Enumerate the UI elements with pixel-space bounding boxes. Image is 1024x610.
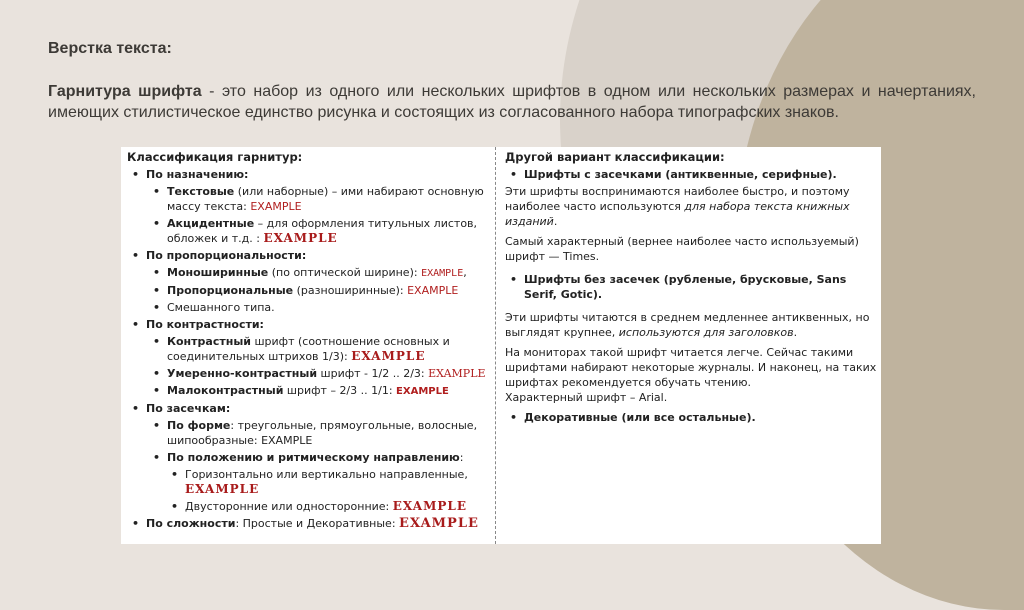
example-sample: EXAMPLE <box>407 284 459 297</box>
column-divider <box>495 147 496 544</box>
paragraph: Эти шрифты воспринимаются наиболее быстро, и поэтому наиболее часто используются для набора текста книжных изданий. <box>505 185 850 228</box>
example-sample: EXAMPLE <box>185 482 260 496</box>
list-item: • Умеренно-контрастный шрифт - 1/2 .. 2/3: EXAMPLE <box>127 366 491 381</box>
left-column-title: Классификация гарнитур: <box>127 150 303 164</box>
right-column <box>505 150 877 427</box>
example-sample: EXAMPLE <box>250 200 302 213</box>
list-item: • Смешанного типа. <box>127 300 491 315</box>
list-item: • По засечкам: <box>127 401 491 416</box>
list-item: • Моноширинные (по оптической ширине): EXAMPLE, <box>127 265 491 281</box>
list-item: • Пропорциональные (разноширинные): EXAMPLE <box>127 283 491 298</box>
example-sample: EXAMPLE <box>392 499 467 513</box>
list-item: • Шрифты без засечек (рубленые, брусковые, Sans Serif, Gotic). <box>505 272 877 302</box>
example-sample: EXAMPLE <box>399 516 479 531</box>
definition-paragraph <box>48 81 976 123</box>
paragraph: На мониторах такой шрифт читается легче. Сейчас такими шрифтами набирают некоторые журналы. И наконец, на таких шрифтах рекомендуется обучать чтению. <box>505 346 877 389</box>
definition-term: Гарнитура шрифта <box>48 83 202 100</box>
list-item: • Текстовые (или наборные) – ими набирают основную массу текста: EXAMPLE <box>127 184 491 214</box>
list-item: • Контрастный шрифт (соотношение основных и соединительных штрихов 1/3): EXAMPLE <box>127 334 491 364</box>
paragraph: Характерный шрифт – Arial. <box>505 391 668 404</box>
list-item: • Малоконтрастный шрифт – 2/3 .. 1/1: EXAMPLE <box>127 383 491 399</box>
list-item: • Декоративные (или все остальные). <box>505 410 877 425</box>
classification-table <box>121 147 881 544</box>
slide-heading: Верстка текста: <box>48 40 172 57</box>
list-item: • Горизонтально или вертикально направленные, EXAMPLE <box>127 467 491 497</box>
list-item: • По назначению: <box>127 167 491 182</box>
list-item: • По сложности: Простые и Декоративные: EXAMPLE <box>127 516 491 531</box>
paragraph: Самый характерный (вернее наиболее часто используемый) шрифт — Times. <box>505 235 859 263</box>
list-item: • Двусторонние или односторонние: EXAMPLE <box>127 499 491 514</box>
left-column <box>127 150 491 533</box>
paragraph: Эти шрифты читаются в среднем медленнее антиквенных, но выглядят крупнее, используются для заголовков. <box>505 311 870 339</box>
list-item: • Шрифты с засечками (антиквенные, серифные). <box>505 167 877 182</box>
example-sample: EXAMPLE <box>421 268 464 279</box>
example-sample: EXAMPLE <box>428 367 486 380</box>
list-item: • По пропорциональности: <box>127 248 491 263</box>
example-sample: EXAMPLE <box>396 386 449 397</box>
list-item: • По положению и ритмическому направлению: <box>127 450 491 465</box>
list-item: • По контрастности: <box>127 317 491 332</box>
example-sample: EXAMPLE <box>263 231 338 245</box>
definition-text: - это набор из одного или нескольких шрифтов в одном или нескольких размерах и начертаниях, имеющих стилистическое единство рисунка и состоящих из согласованного набора типографских знаков. <box>48 83 976 121</box>
list-item: • Акцидентные – для оформления титульных листов, обложек и т.д. : EXAMPLE <box>127 216 491 246</box>
example-sample: EXAMPLE <box>351 349 426 363</box>
right-column-title: Другой вариант классификации: <box>505 150 725 164</box>
list-item: • По форме: треугольные, прямоугольные, волосные, шипообразные: EXAMPLE <box>127 418 491 448</box>
